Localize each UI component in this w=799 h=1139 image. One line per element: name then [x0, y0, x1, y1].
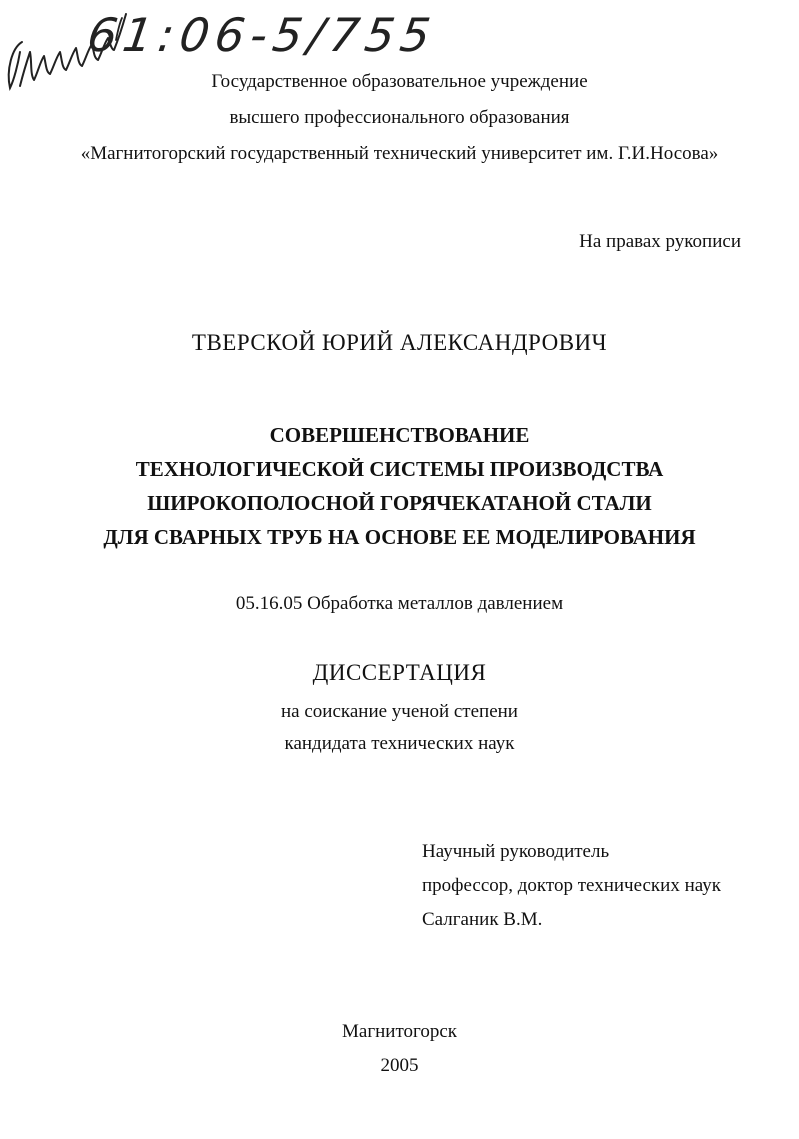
supervisor-role: Научный руководитель: [422, 841, 610, 862]
city: Магнитогорск: [342, 1021, 457, 1042]
title-line-1: СОВЕРШЕНСТВОВАНИЕ: [269, 423, 530, 447]
specialty: 05.16.05 Обработка металлов давлением: [235, 593, 564, 614]
supervisor-rank: профессор, доктор технических наук: [422, 875, 721, 896]
institution-line-2: высшего профессионального образования: [229, 107, 570, 128]
author-name: ТВЕРСКОЙ ЮРИЙ АЛЕКСАНДРОВИЧ: [191, 330, 608, 355]
title-line-4: ДЛЯ СВАРНЫХ ТРУБ НА ОСНОВЕ ЕЕ МОДЕЛИРОВАНИЯ: [103, 525, 696, 549]
institution-line-3: «Магнитогорский государственный технический университет им. Г.И.Носова»: [80, 143, 719, 164]
supervisor-name: Салганик В.М.: [422, 909, 543, 930]
degree-line-2: кандидата технических наук: [284, 733, 515, 754]
institution-line-1: Государственное образовательное учреждение: [211, 71, 588, 92]
title-line-2: ТЕХНОЛОГИЧЕСКОЙ СИСТЕМЫ ПРОИЗВОДСТВА: [135, 457, 664, 481]
archive-code: 61:06-5/755: [84, 8, 440, 62]
manuscript-note: На правах рукописи: [579, 231, 741, 252]
year: 2005: [380, 1055, 419, 1076]
dissertation-title: [0, 418, 799, 554]
title-line-3: ШИРОКОПОЛОСНОЙ ГОРЯЧЕКАТАНОЙ СТАЛИ: [147, 491, 652, 515]
degree-line-1: на соискание ученой степени: [281, 701, 518, 722]
document-type: ДИССЕРТАЦИЯ: [312, 660, 487, 685]
